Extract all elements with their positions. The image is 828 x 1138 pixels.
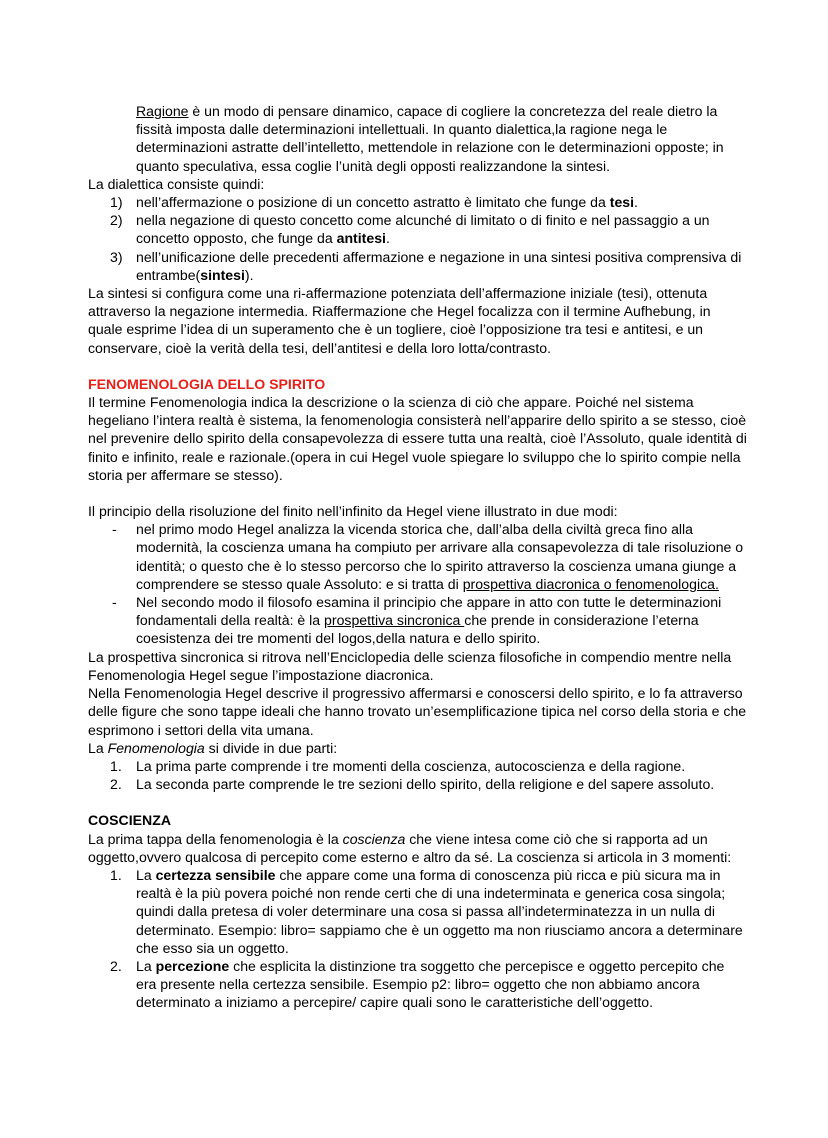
list-item-bold: certezza sensibile	[155, 866, 276, 883]
dialectic-closing: La sintesi si configura come una ri-affermazione potenziata dell’affermazione iniziale (tesi), ottenuta attraverso la negazione intermedia. Riaffermazione che Hegel focalizza con il termine Aufhebung, in quale esprime l’idea di un superamento che è un togliere, cioè l’opposizione tra tesi e antitesi, e un conservare, cioè la verità della tesi, dell’antitesi e della loro lotta/contrasto.	[88, 285, 711, 356]
list-marker: 1.	[110, 866, 122, 883]
text-run: si divide in due parti:	[204, 739, 338, 756]
list-item-bold: tesi	[609, 194, 635, 211]
list-item-text: La seconda parte comprende le tre sezioni dello spirito, della religione e del sapere assoluto.	[136, 776, 715, 793]
list-item-tail: ).	[244, 266, 254, 283]
list-item-pre: La	[136, 866, 156, 883]
list-item-bold: percezione	[155, 957, 230, 974]
list-item-tail: che prende in considerazione l’eterna coesistenza dei tre momenti del logos,della natura e dello spirito.	[136, 612, 699, 647]
dash-list	[88, 520, 748, 647]
ragione-term: Ragione	[136, 103, 189, 119]
list-item-tail: .	[634, 194, 638, 211]
list-item-text: nell’affermazione o posizione di un concetto astratto è limitato che funge da	[136, 194, 610, 211]
text-run: che viene intesa come ciò che si rapporta ad un oggetto,ovvero qualcosa di percepito come esterno e altro da sé. La coscienza si articola in 3 momenti:	[88, 830, 732, 865]
fenomenologia-paragraph-4: Nella Fenomenologia Hegel descrive il progressivo affermarsi e conoscersi dello spirito, e lo fa attraverso delle figure che sono tappe ideali che hanno trovato un’esemplificazione tipica nel corso della storia e che esprimono i settori della vita umana.	[88, 685, 747, 738]
list-item-pre: La	[136, 957, 156, 974]
fenomenologia-paragraph-3: La prospettiva sincronica si ritrova nell’Enciclopedia delle scienza filosofiche in compendio mentre nella Fenomenologia Hegel segue l’impostazione diacronica.	[88, 648, 732, 683]
list-item	[88, 957, 748, 1012]
list-item	[88, 866, 748, 957]
spacer	[88, 357, 748, 375]
list-item	[88, 593, 748, 648]
section-heading-fenomenologia: FENOMENOLOGIA DELLO SPIRITO	[88, 375, 326, 392]
list-item-text: nell’unificazione delle precedenti affermazione e negazione in una sintesi positiva comprensiva di entrambe(	[136, 248, 742, 283]
ragione-text: è un modo di pensare dinamico, capace di cogliere la concretezza del reale dietro la fissità imposta dalle determinazioni intellettuali. In quanto dialettica,la ragione nega le determinazioni astratte dell’intelletto, mettendole in relazione con le determinazioni opposte; in quanto speculativa, essa coglie l’unità degli opposti realizzandone la sintesi.	[136, 103, 724, 174]
list-marker: 2.	[110, 957, 122, 974]
fenomenologia-paragraph-5	[88, 739, 748, 757]
list-marker: 1)	[110, 194, 123, 211]
list-item-text: che appare come una forma di conoscenza più ricca e più sicura ma in realtà è la più povera poiché non rende certi che di una indeterminata e generica cosa singola; quindi dalla pretesa di voler determinare una cosa si passa all’indeterminatezza in un nulla di determinato. Esempio: libro= sappiamo che è un oggetto ma non riusciamo ancora a determinare che esso sia un oggetto.	[136, 866, 743, 956]
list-item-underlined: prospettiva sincronica	[324, 612, 465, 629]
spacer	[88, 484, 748, 502]
list-item	[88, 520, 748, 593]
list-item-text: che esplicita la distinzione tra soggetto che percepisce e oggetto percepito che era presente nella certezza sensibile. Esempio p2: libro= oggetto che non abbiamo ancora determinato a iniziamo a percepire/ capire quali sono le caratteristiche dell’oggetto.	[136, 957, 725, 1011]
list-marker: 2)	[110, 212, 123, 229]
list-item	[88, 211, 748, 247]
list-item	[88, 248, 748, 284]
fenomenologia-paragraph-1: Il termine Fenomenologia indica la descrizione o la scienza di ciò che appare. Poiché nel sistema hegeliano l’intera realtà è sistema, la fenomenologia consisterà nell’apparire dello spirito a se stesso, cioè nel prevenire dello spirito della consapevolezza di essere tutta una realtà, cioè l’Assoluto, quale identità di finito e infinito, reale e razionale.(opera in cui Hegel vuole spiegare lo sviluppo che lo spirito compie nella storia per affermare se stesso).	[88, 394, 747, 483]
list-item-underlined: prospettiva diacronica o fenomenologica.	[462, 575, 719, 592]
section-heading-coscienza: COSCIENZA	[88, 812, 172, 829]
fenomenologia-paragraph-2: Il principio della risoluzione del finito nell’infinito da Hegel viene illustrato in due modi:	[88, 503, 618, 520]
list-item	[88, 193, 748, 211]
ragione-paragraph	[88, 102, 748, 175]
list-marker: 3)	[110, 248, 123, 265]
dialectic-list	[88, 193, 748, 284]
list-item	[88, 757, 748, 775]
italic-term: Fenomenologia	[107, 739, 205, 756]
text-run: La	[88, 739, 108, 756]
list-marker: 1.	[110, 757, 122, 774]
moments-list	[88, 866, 748, 1012]
list-item	[88, 775, 748, 793]
list-marker: -	[112, 521, 117, 538]
list-marker: -	[112, 594, 117, 611]
list-item-bold: sintesi	[200, 266, 245, 283]
list-item-bold: antitesi	[336, 230, 386, 247]
parts-list	[88, 757, 748, 793]
coscienza-paragraph-1	[88, 830, 748, 866]
list-item-text: La prima parte comprende i tre momenti della coscienza, autocoscienza e della ragione.	[136, 757, 686, 774]
list-marker: 2.	[110, 776, 122, 793]
spacer	[88, 793, 748, 811]
dialectic-lead: La dialettica consiste quindi:	[88, 175, 265, 192]
list-item-tail: .	[385, 230, 390, 247]
list-item-text: nel primo modo Hegel analizza la vicenda storica che, dall’alba della civiltà greca fino alla modernità, la coscienza umana ha compiuto per arrivare alla consapevolezza di tale risoluzione o identità; o questo che è lo stesso percorso che lo spirito attraverso la coscienza umana giunge a comprendere se stesso quale Assoluto: e si tratta di	[136, 521, 744, 592]
italic-term: coscienza	[342, 830, 406, 847]
text-run: La prima tappa della fenomenologia è la	[88, 830, 343, 847]
list-item-text: Nel secondo modo il filosofo esamina il principio che appare in atto con tutte le determinazioni fondamentali della realtà: è la	[136, 594, 722, 629]
list-item-text: nella negazione di questo concetto come alcunché di limitato o di finito e nel passaggio a un concetto opposto, che funge da	[136, 212, 710, 247]
document-page	[88, 102, 748, 1012]
